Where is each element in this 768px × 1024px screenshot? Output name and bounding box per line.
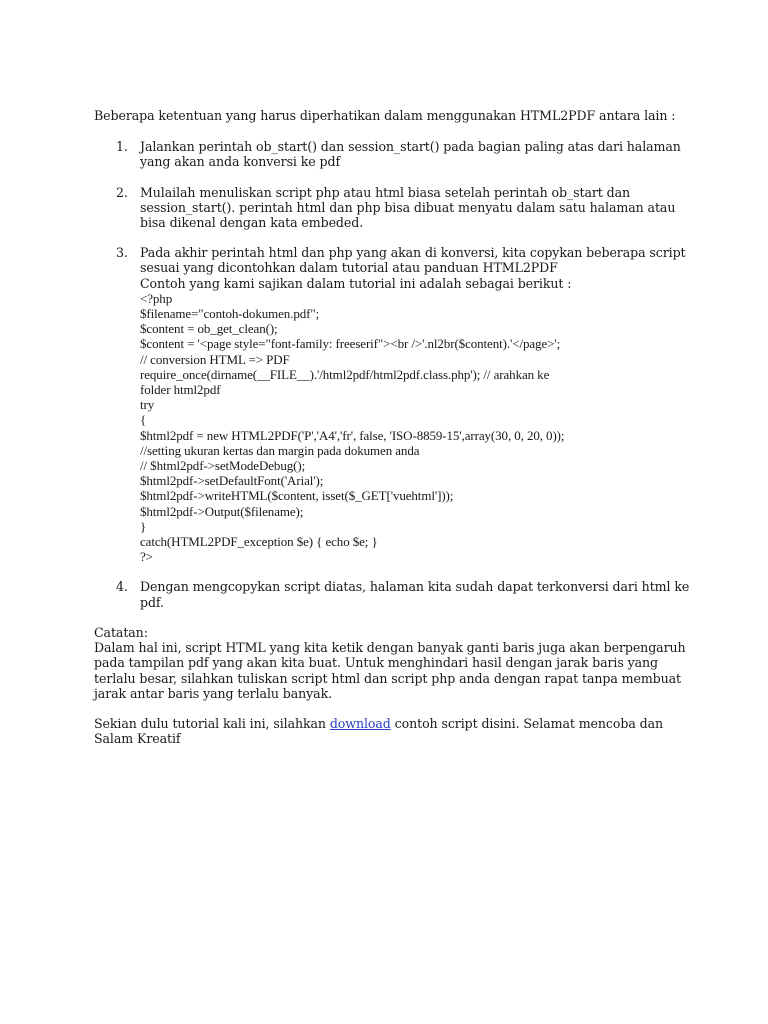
step-text-line: Dengan mengcopykan script diatas, halaman kita sudah dapat terkonversi dari html ke bbox=[140, 579, 690, 595]
code-line: $content = '<page style="font-family: freeserif"><br />'.nl2br($content).'</page>'; bbox=[140, 336, 561, 352]
step-number: 3. bbox=[116, 245, 128, 261]
code-line: // $html2pdf->setModeDebug(); bbox=[140, 458, 306, 474]
code-line: try bbox=[140, 397, 155, 413]
code-line: ?> bbox=[140, 549, 153, 565]
document-page bbox=[94, 108, 690, 747]
code-line: $html2pdf->writeHTML($content, isset($_GET['vuehtml'])); bbox=[140, 488, 454, 504]
closing-line-2: Salam Kreatif bbox=[94, 731, 181, 747]
step-text-line: yang akan anda konversi ke pdf bbox=[140, 154, 341, 170]
code-line: { bbox=[140, 412, 147, 428]
step-number: 1. bbox=[116, 139, 128, 155]
code-line: require_once(dirname(__FILE__).'/html2pdf/html2pdf.class.php'); // arahkan ke bbox=[140, 366, 550, 382]
step-text-line: Pada akhir perintah html dan php yang akan di konversi, kita copykan beberapa script bbox=[140, 245, 686, 261]
notes-text-line: Dalam hal ini, script HTML yang kita ketik dengan banyak ganti baris juga akan berpengaruh bbox=[94, 640, 686, 656]
closing-line-1 bbox=[94, 716, 684, 731]
closing-text-after-link: contoh script disini. Selamat mencoba dan bbox=[390, 715, 664, 731]
download-link[interactable]: download bbox=[329, 715, 391, 731]
step-text-line: sesuai yang dicontohkan dalam tutorial atau panduan HTML2PDF bbox=[140, 260, 558, 276]
code-line: $html2pdf->setDefaultFont('Arial'); bbox=[140, 473, 324, 489]
code-line: $html2pdf = new HTML2PDF('P','A4','fr', false, 'ISO-8859-15',array(30, 0, 20, 0)); bbox=[140, 427, 565, 443]
steps-list bbox=[94, 139, 690, 610]
intro-paragraph: Beberapa ketentuan yang harus diperhatikan dalam menggunakan HTML2PDF antara lain : bbox=[94, 108, 676, 123]
code-snippet bbox=[140, 291, 684, 565]
notes-text-line: pada tampilan pdf yang akan kita buat. Untuk menghindari hasil dengan jarak baris yang bbox=[94, 655, 658, 671]
code-line: folder html2pdf bbox=[140, 382, 221, 398]
step-number: 2. bbox=[116, 184, 128, 200]
step-text-line: Jalankan perintah ob_start() dan session_start() pada bagian paling atas dari halaman bbox=[140, 139, 681, 155]
notes-section bbox=[94, 625, 684, 701]
step-number: 4. bbox=[116, 579, 128, 595]
step-text-line: pdf. bbox=[140, 594, 164, 610]
code-line: } bbox=[140, 518, 147, 534]
step-text-line: bisa dikenal dengan kata embeded. bbox=[140, 215, 364, 231]
list-item-step-3 bbox=[94, 245, 684, 564]
step-text-line: session_start(). perintah html dan php bisa dibuat menyatu dalam satu halaman atau bbox=[140, 199, 676, 215]
code-line: $filename="contoh-dokumen.pdf"; bbox=[140, 306, 320, 322]
notes-heading: Catatan: bbox=[94, 624, 148, 640]
step-text-line: Mulailah menuliskan script php atau html biasa setelah perintah ob_start dan bbox=[140, 184, 631, 200]
code-line: //setting ukuran kertas dan margin pada dokumen anda bbox=[140, 442, 420, 458]
list-item-step-1 bbox=[94, 139, 684, 169]
code-line: <?php bbox=[140, 290, 173, 306]
code-line: // conversion HTML => PDF bbox=[140, 351, 290, 367]
notes-text-line: terlalu besar, silahkan tuliskan script html dan script php anda dengan rapat tanpa membuat bbox=[94, 670, 682, 686]
code-line: $html2pdf->Output($filename); bbox=[140, 503, 304, 519]
closing-text-before-link: Sekian dulu tutorial kali ini, silahkan bbox=[94, 715, 330, 731]
notes-text-line: jarak antar baris yang terlalu banyak. bbox=[94, 685, 333, 701]
code-line: catch(HTML2PDF_exception $e) { echo $e; } bbox=[140, 534, 378, 550]
step-text-line: Contoh yang kami sajikan dalam tutorial ini adalah sebagai berikut : bbox=[140, 275, 572, 291]
closing-paragraph bbox=[94, 716, 684, 746]
list-item-step-4 bbox=[94, 579, 690, 610]
code-line: $content = ob_get_clean(); bbox=[140, 321, 278, 337]
list-item-step-2 bbox=[94, 185, 684, 231]
